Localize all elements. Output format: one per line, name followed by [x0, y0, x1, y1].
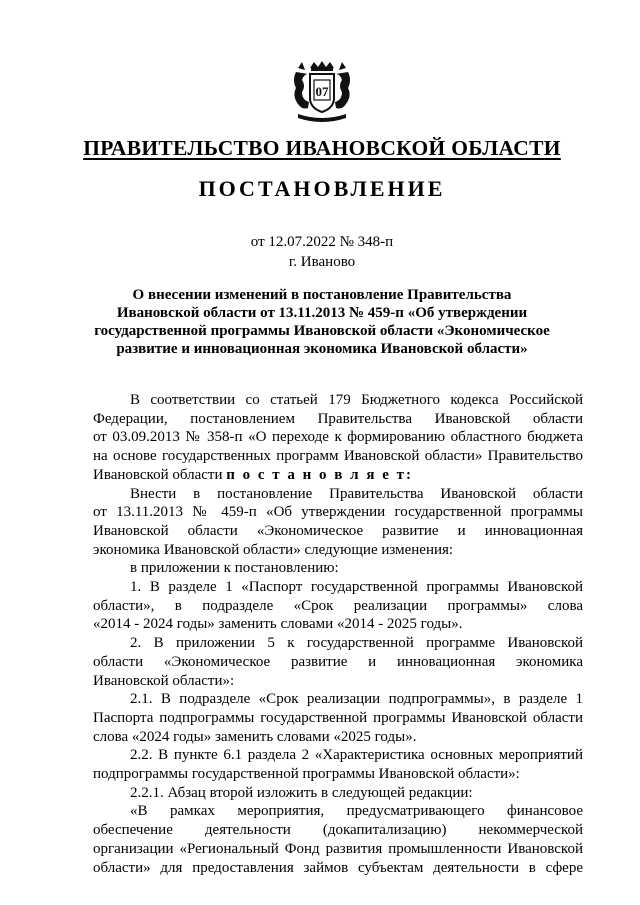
- body-line: от 13.11.2013 № 459-п «Об утверждении государственной программы: [93, 504, 583, 521]
- body-line: Внести в постановление Правительства Ивановской области: [130, 485, 583, 502]
- body-line: Ивановской области «Экономическое развитие и инновационная: [93, 522, 583, 539]
- body-line-text: Ивановской области: [93, 466, 227, 483]
- body-line: подпрограммы государственной программы Ивановской области»:: [93, 766, 520, 783]
- body-line: в приложении к постановлению:: [130, 560, 339, 577]
- document-city: г. Иваново: [288, 254, 356, 270]
- body-line: 2. В приложении 5 к государственной программе Ивановской: [130, 635, 583, 652]
- body-line: организации «Региональный Фонд развития промышленности Ивановской: [93, 840, 583, 857]
- subject-line: Ивановской области от 13.11.2013 № 459-п «Об утверждении: [116, 305, 528, 321]
- document-body: [93, 391, 583, 877]
- body-line: 2.1. В подразделе «Срок реализации подпрограммы», в разделе 1: [130, 691, 583, 708]
- body-line: области «Экономическое развитие и инновационная экономика: [93, 653, 583, 670]
- body-line: Паспорта подпрограммы государственной программы Ивановской области: [93, 709, 583, 726]
- body-line: обеспечение деятельности (докапитализацию) некоммерческой: [93, 822, 583, 839]
- body-line: от 03.09.2013 № 358-п «О переходе к формированию областного бюджета: [93, 429, 583, 446]
- emblem-number: 07: [315, 84, 329, 99]
- body-line: 1. В разделе 1 «Паспорт государственной программы Ивановской: [130, 579, 583, 596]
- subject-line: развитие и инновационная экономика Ивановской области»: [116, 341, 528, 357]
- document-type: ПОСТАНОВЛЕНИЕ: [198, 176, 446, 201]
- document-date-number: от 12.07.2022 № 348-п: [250, 234, 394, 250]
- body-line: «2014 - 2024 годы» заменить словами «2014 - 2025 годы».: [93, 616, 463, 633]
- body-line: области», в подразделе «Срок реализации программы» слова: [93, 597, 583, 614]
- body-line: 2.2.1. Абзац второй изложить в следующей редакции:: [130, 784, 473, 801]
- government-title: ПРАВИТЕЛЬСТВО ИВАНОВСКОЙ ОБЛАСТИ: [83, 136, 561, 160]
- body-line: «В рамках мероприятия, предусматривающего финансовое: [130, 803, 583, 820]
- body-line: В соответствии со статьей 179 Бюджетного кодекса Российской: [130, 392, 583, 408]
- body-line: на основе государственных программ Ивановской области» Правительство: [93, 448, 583, 465]
- subject-line: государственной программы Ивановской области «Экономическое: [94, 323, 550, 339]
- document-subject: [90, 286, 554, 358]
- body-line: Ивановской области»:: [93, 672, 235, 689]
- body-line: слова «2024 годы» заменить словами «2025 годы».: [93, 728, 417, 745]
- body-line: [93, 466, 583, 485]
- body-line: Федерации, постановлением Правительства Ивановской области: [93, 410, 583, 427]
- coat-of-arms-emblem: [290, 58, 354, 124]
- subject-line: О внесении изменений в постановление Правительства: [132, 287, 512, 303]
- body-line: области» для предоставления займов субъектам деятельности в сфере: [93, 859, 583, 876]
- decree-keyword: п о с т а н о в л я е т:: [226, 466, 413, 483]
- body-line: 2.2. В пункте 6.1 раздела 2 «Характеристика основных мероприятий: [130, 747, 583, 764]
- body-line: экономика Ивановской области» следующие изменения:: [93, 541, 454, 558]
